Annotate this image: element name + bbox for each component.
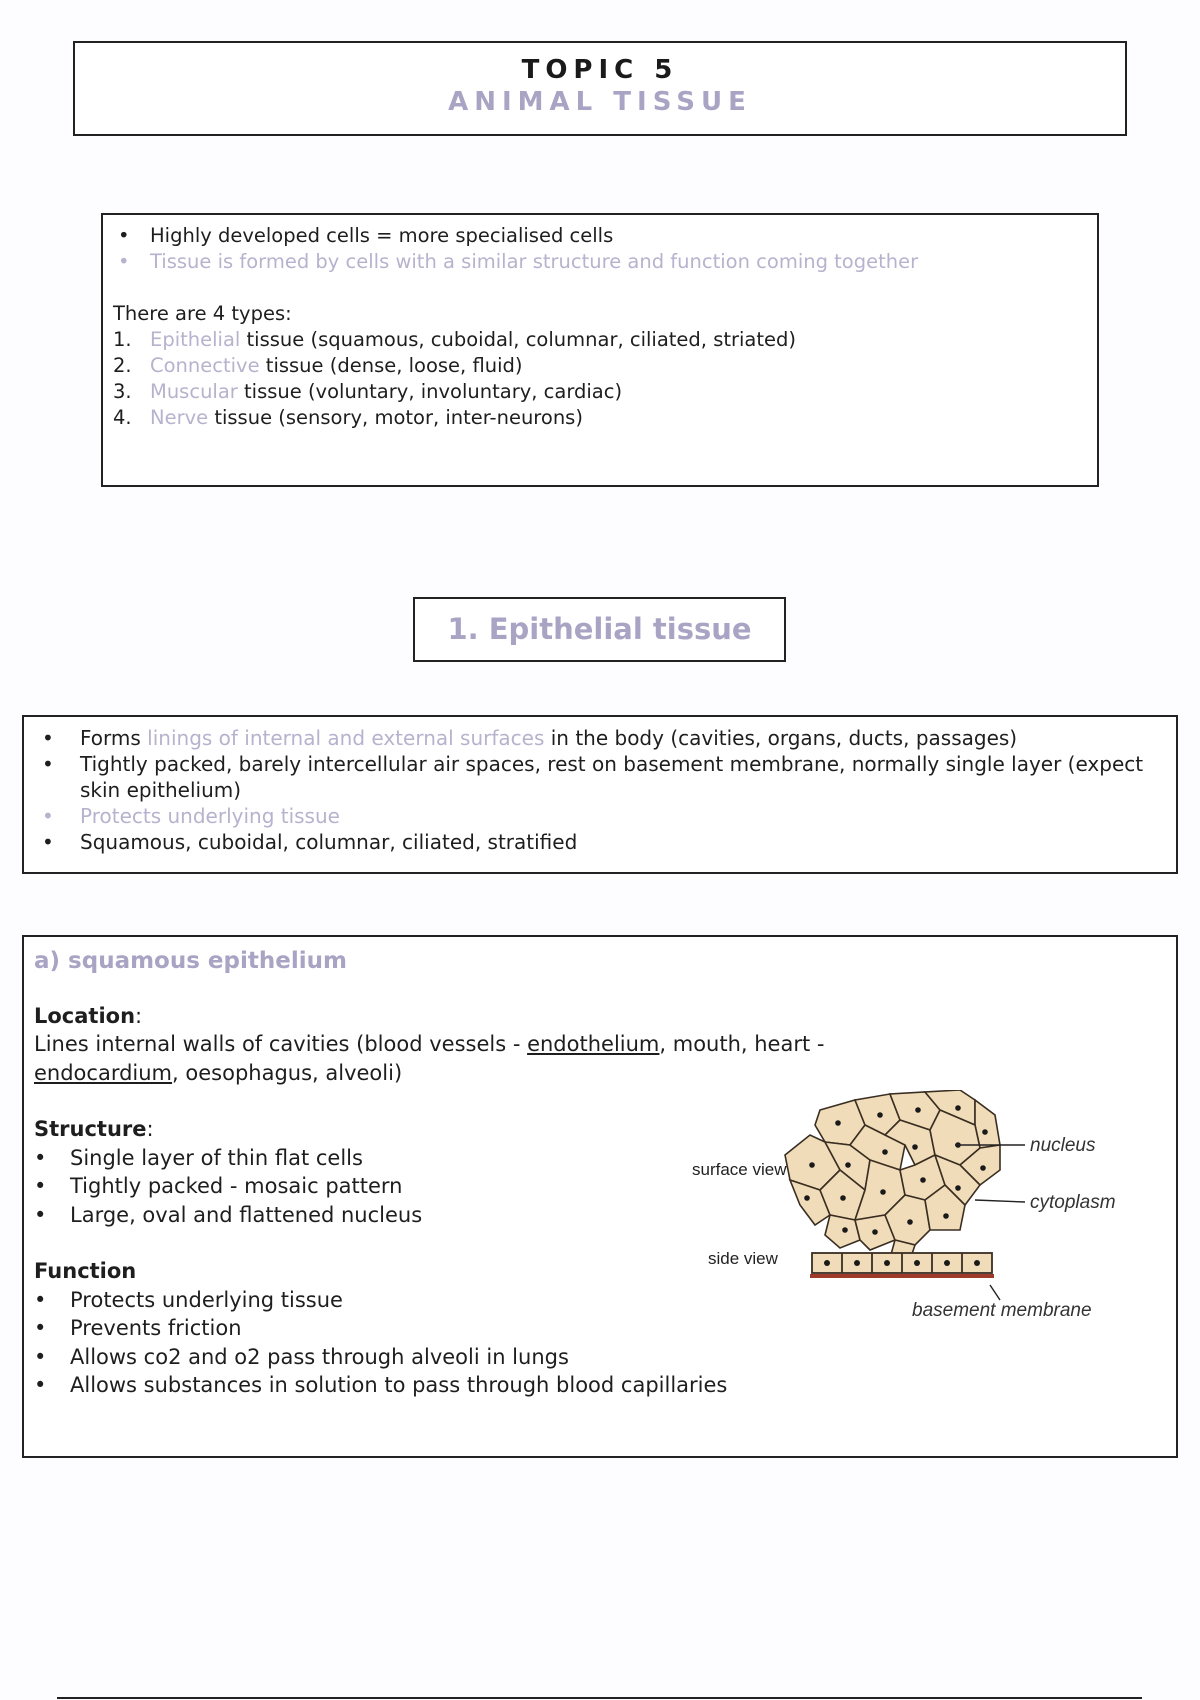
list-item [113,327,1087,353]
nucleus-dot [804,1195,810,1201]
membrane-pointer [990,1285,1000,1300]
section-heading-epithelial: 1. Epithelial tissue [413,597,786,662]
nucleus-dot [955,1185,961,1191]
list-item: • Large, oval and flattened nucleus [34,1201,1166,1230]
type-name: Epithelial [150,328,241,351]
nucleus-dot [912,1144,918,1150]
footer-divider [57,1697,1142,1699]
term-endocardium: endocardium [34,1060,173,1085]
nucleus-dot [877,1112,883,1118]
text: Forms [80,726,148,750]
label: Location [34,1003,136,1028]
types-heading: There are 4 types: [113,302,292,325]
label: Structure [34,1117,147,1141]
topic-title: ANIMAL TISSUE [448,87,752,117]
cytoplasm-label: cytoplasm [1030,1192,1116,1213]
nucleus-dot [982,1129,988,1135]
list-item: • Single layer of thin flat cells [34,1144,1166,1173]
intro-bullet: • Highly developed cells = more specialised cells [113,223,1087,249]
basement-membrane [810,1274,994,1278]
basement-membrane-label: basement membrane [912,1300,1092,1321]
item-number: 2. [113,354,132,377]
nucleus-dot [842,1227,848,1233]
type-name: Muscular [150,380,238,403]
list-item [113,379,1087,405]
term-endothelium: endothelium [527,1032,660,1056]
location-heading: Location: [34,1003,143,1028]
nucleus-dot [882,1149,888,1155]
nucleus-dot [915,1107,921,1113]
side-view-cells [810,1253,994,1278]
list-item: • Allows substances in solution to pass through blood capillaries [34,1371,1166,1400]
text: in the body (cavities, organs, ducts, passages) [544,726,1018,750]
list-item: • Tightly packed - mosaic pattern [34,1172,1166,1201]
epithelial-summary-box [22,715,1178,874]
list-item: • Allows co2 and o2 pass through alveoli in lungs [34,1343,1166,1372]
nucleus-dot [907,1219,913,1225]
epithelial-bullets [32,725,1168,855]
type-name: Nerve [150,406,209,429]
intro-bullet: • Tissue is formed by cells with a similar structure and function coming together [113,249,1087,275]
type-detail: tissue (squamous, cuboidal, columnar, ciliated, striated) [240,328,797,351]
list-item [113,353,1087,379]
list-item: • Squamous, cuboidal, columnar, ciliated, stratified [32,829,1168,855]
nucleus-dot [809,1162,815,1168]
intro-box [101,213,1099,487]
topic-number: TOPIC 5 [521,55,679,85]
list-item: • Protects underlying tissue [32,803,1168,829]
text: , mouth, heart - [659,1032,825,1056]
title-box [73,41,1127,136]
structure-heading: Structure: [34,1117,154,1141]
nucleus-label: nucleus [1030,1135,1096,1156]
function-heading: Function [34,1259,137,1283]
intro-bullets [113,223,1087,275]
nucleus-dot [840,1195,846,1201]
cytoplasm-pointer [975,1200,1025,1202]
type-name: Connective [150,354,260,377]
nucleus-dot [974,1260,980,1266]
item-number: 1. [113,328,132,351]
highlight-text: linings of internal and external surfaces [147,726,545,750]
side-view-label: side view [708,1249,778,1268]
location-text [34,1030,1166,1087]
surface-view-cells [785,1090,1000,1260]
type-detail: tissue (dense, loose, fluid) [259,354,523,377]
squamous-epithelium-diagram [690,1090,1120,1360]
list-item: • Protects underlying tissue [34,1286,1166,1315]
nucleus-dot [884,1260,890,1266]
nucleus-dot [944,1260,950,1266]
nucleus-dot [980,1165,986,1171]
tissue-types-list [113,327,1087,431]
subheading: a) squamous epithelium [34,948,347,974]
nucleus-dot [920,1177,926,1183]
text: , oesophagus, alveoli) [172,1060,403,1085]
nucleus-dot [824,1260,830,1266]
nucleus-dot [835,1120,841,1126]
nucleus-dot [880,1189,886,1195]
item-number: 3. [113,380,132,403]
nucleus-dot [943,1213,949,1219]
type-detail: tissue (voluntary, involuntary, cardiac) [237,380,623,403]
type-detail: tissue (sensory, motor, inter-neurons) [208,406,583,429]
list-item: • Prevents friction [34,1314,1166,1343]
text: Lines internal walls of cavities (blood vessels - [34,1032,528,1056]
nucleus-dot [955,1105,961,1111]
nucleus-dot [914,1260,920,1266]
list-item [113,405,1087,431]
surface-view-label: surface view [692,1160,787,1179]
list-item: • Tightly packed, barely intercellular air spaces, rest on basement membrane, normally single layer (expect skin epithelium) [32,751,1168,803]
list-item [32,725,1168,751]
item-number: 4. [113,406,132,429]
nucleus-dot [854,1260,860,1266]
nucleus-dot [845,1162,851,1168]
nucleus-dot [872,1229,878,1235]
